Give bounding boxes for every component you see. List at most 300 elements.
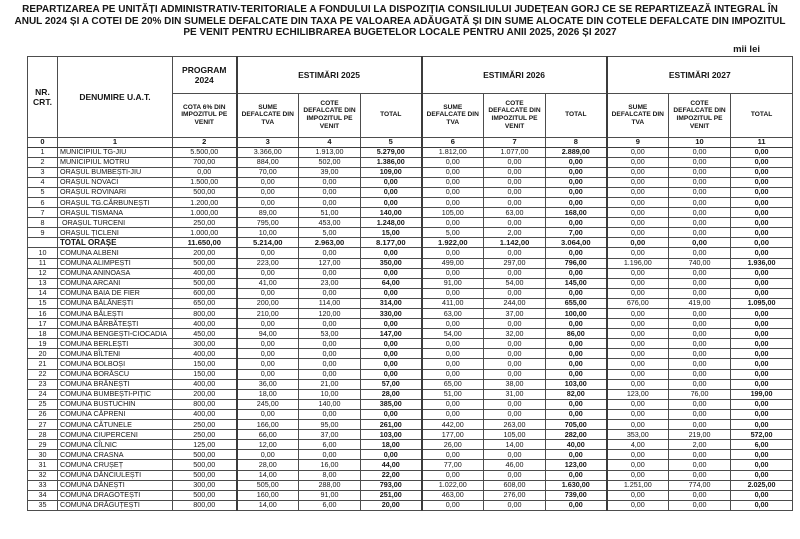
value-cell: 14,00: [237, 470, 299, 480]
value-cell: 0,00: [422, 500, 484, 510]
column-number: 8: [546, 137, 607, 147]
value-cell: 0,00: [607, 349, 669, 359]
value-cell: 0,00: [669, 490, 731, 500]
value-cell: 1.077,00: [484, 147, 546, 157]
row-number-cell: 31: [28, 460, 58, 470]
group-header-estimari-2027: ESTIMĂRI 2027: [607, 56, 793, 93]
column-number: 11: [731, 137, 793, 147]
value-cell: 0,00: [422, 339, 484, 349]
value-cell: 0,00: [484, 177, 546, 187]
table-row: [28, 399, 793, 409]
col-header-cote-impozit-2025: COTE DEFALCATE DIN IMPOZITUL PE VENIT: [299, 93, 361, 137]
value-cell: 0,00: [237, 369, 299, 379]
value-cell: 0,00: [546, 177, 607, 187]
value-cell: 0,00: [422, 177, 484, 187]
table-row: [28, 500, 793, 510]
table-row: [28, 379, 793, 389]
column-number-row: [28, 137, 793, 147]
header-group-row: [28, 56, 793, 93]
row-number-cell: 25: [28, 399, 58, 409]
uat-name-cell: COMUNA ARCANI: [58, 278, 173, 288]
value-cell: 0,00: [607, 379, 669, 389]
value-cell: 10,00: [299, 389, 361, 399]
value-cell: 123,00: [607, 389, 669, 399]
uat-name-cell: TOTAL ORAȘE: [58, 238, 173, 248]
value-cell: 0,00: [422, 248, 484, 258]
value-cell: 0,00: [607, 187, 669, 197]
value-cell: 453,00: [299, 218, 361, 228]
table-row: [28, 349, 793, 359]
group-header-estimari-2025: ESTIMĂRI 2025: [237, 56, 422, 93]
value-cell: 0,00: [731, 278, 793, 288]
value-cell: 0,00: [669, 420, 731, 430]
value-cell: 676,00: [607, 298, 669, 308]
col-header-denumire-uat: DENUMIRE U.A.T.: [58, 56, 173, 137]
value-cell: 51,00: [299, 208, 361, 218]
row-number-cell: 11: [28, 258, 58, 268]
value-cell: 0,00: [731, 460, 793, 470]
value-cell: 2.889,00: [546, 147, 607, 157]
value-cell: 94,00: [237, 329, 299, 339]
value-cell: 0,00: [607, 329, 669, 339]
value-cell: 20,00: [361, 500, 422, 510]
value-cell: 0,00: [546, 450, 607, 460]
value-cell: 8.177,00: [361, 238, 422, 248]
value-cell: 0,00: [299, 359, 361, 369]
value-cell: 0,00: [237, 268, 299, 278]
row-number-cell: 16: [28, 309, 58, 319]
uat-name-cell: ORAȘUL ROVINARI: [58, 187, 173, 197]
value-cell: 0,00: [607, 359, 669, 369]
value-cell: 1.196,00: [607, 258, 669, 268]
value-cell: 0,00: [484, 470, 546, 480]
value-cell: 500,00: [173, 187, 237, 197]
value-cell: 0,00: [237, 248, 299, 258]
row-number-cell: 12: [28, 268, 58, 278]
value-cell: 0,00: [607, 460, 669, 470]
value-cell: 0,00: [607, 248, 669, 258]
value-cell: 210,00: [237, 309, 299, 319]
table-row: [28, 420, 793, 430]
uat-name-cell: COMUNA CIUPERCENI: [58, 430, 173, 440]
row-number-cell: 18: [28, 329, 58, 339]
value-cell: 0,00: [731, 167, 793, 177]
value-cell: 385,00: [361, 399, 422, 409]
value-cell: 0,00: [422, 319, 484, 329]
value-cell: 0,00: [607, 309, 669, 319]
value-cell: 800,00: [173, 309, 237, 319]
value-cell: 5.214,00: [237, 238, 299, 248]
value-cell: 2,00: [484, 228, 546, 238]
value-cell: 44,00: [361, 460, 422, 470]
value-cell: 91,00: [422, 278, 484, 288]
value-cell: 0,00: [669, 349, 731, 359]
value-cell: 500,00: [173, 450, 237, 460]
row-number-cell: 14: [28, 288, 58, 298]
value-cell: 400,00: [173, 409, 237, 419]
uat-name-cell: COMUNA BORĂSCU: [58, 369, 173, 379]
value-cell: 199,00: [731, 389, 793, 399]
value-cell: 89,00: [237, 208, 299, 218]
uat-name-cell: COMUNA BENGEȘTI-CIOCADIA: [58, 329, 173, 339]
value-cell: 0,00: [484, 409, 546, 419]
value-cell: 0,00: [607, 399, 669, 409]
uat-name-cell: ORAȘUL TURCENI: [58, 218, 173, 228]
col-header-nr-crt: NR. CRT.: [28, 56, 58, 137]
value-cell: 0,00: [546, 268, 607, 278]
table-row: [28, 470, 793, 480]
uat-name-cell: ORAȘUL NOVACI: [58, 177, 173, 187]
value-cell: 0,00: [607, 228, 669, 238]
value-cell: 105,00: [422, 208, 484, 218]
row-number-cell: 23: [28, 379, 58, 389]
value-cell: 0,00: [731, 349, 793, 359]
value-cell: 500,00: [173, 470, 237, 480]
value-cell: 739,00: [546, 490, 607, 500]
value-cell: 28,00: [237, 460, 299, 470]
value-cell: 0,00: [237, 339, 299, 349]
value-cell: 400,00: [173, 379, 237, 389]
value-cell: 4,00: [607, 440, 669, 450]
value-cell: 0,00: [669, 288, 731, 298]
row-number-cell: 33: [28, 480, 58, 490]
value-cell: 0,00: [299, 288, 361, 298]
uat-name-cell: COMUNA BRĂNEȘTI: [58, 379, 173, 389]
value-cell: 300,00: [173, 339, 237, 349]
column-number: 6: [422, 137, 484, 147]
value-cell: 0,00: [299, 197, 361, 207]
value-cell: 0,00: [607, 450, 669, 460]
value-cell: 114,00: [299, 298, 361, 308]
value-cell: 63,00: [484, 208, 546, 218]
row-number-cell: 26: [28, 409, 58, 419]
value-cell: 0,00: [731, 470, 793, 480]
value-cell: 0,00: [669, 187, 731, 197]
value-cell: 18,00: [361, 440, 422, 450]
value-cell: 177,00: [422, 430, 484, 440]
table-row: [28, 298, 793, 308]
value-cell: 0,00: [669, 278, 731, 288]
value-cell: 450,00: [173, 329, 237, 339]
value-cell: 244,00: [484, 298, 546, 308]
value-cell: 0,00: [669, 379, 731, 389]
col-header-total-2025: TOTAL: [361, 93, 422, 137]
row-number-cell: 28: [28, 430, 58, 440]
value-cell: 53,00: [299, 329, 361, 339]
table-row: [28, 460, 793, 470]
value-cell: 0,00: [361, 339, 422, 349]
value-cell: 0,00: [361, 288, 422, 298]
uat-name-cell: COMUNA BĂRBĂTEȘTI: [58, 319, 173, 329]
value-cell: 0,00: [237, 288, 299, 298]
table-row: [28, 329, 793, 339]
value-cell: 125,00: [173, 440, 237, 450]
column-number: 2: [173, 137, 237, 147]
table-row: [28, 187, 793, 197]
value-cell: 608,00: [484, 480, 546, 490]
value-cell: 499,00: [422, 258, 484, 268]
value-cell: 14,00: [237, 500, 299, 510]
value-cell: 1.248,00: [361, 218, 422, 228]
value-cell: 32,00: [484, 329, 546, 339]
value-cell: 0,00: [669, 500, 731, 510]
table-row: [28, 228, 793, 238]
value-cell: 793,00: [361, 480, 422, 490]
value-cell: 0,00: [669, 359, 731, 369]
col-header-sume-tva-2027: SUME DEFALCATE DIN TVA: [607, 93, 669, 137]
value-cell: 0,00: [607, 319, 669, 329]
value-cell: 288,00: [299, 480, 361, 490]
table-row: [28, 208, 793, 218]
value-cell: 0,00: [237, 187, 299, 197]
value-cell: 0,00: [731, 379, 793, 389]
table-row: [28, 218, 793, 228]
row-number-cell: 29: [28, 440, 58, 450]
value-cell: 5,00: [422, 228, 484, 238]
value-cell: 76,00: [669, 389, 731, 399]
value-cell: 1.095,00: [731, 298, 793, 308]
value-cell: 0,00: [669, 460, 731, 470]
value-cell: 0,00: [422, 187, 484, 197]
value-cell: 0,00: [299, 177, 361, 187]
value-cell: 0,00: [422, 399, 484, 409]
value-cell: 0,00: [422, 167, 484, 177]
value-cell: 31,00: [484, 389, 546, 399]
uat-name-cell: ORAȘUL ȚICLENI: [58, 228, 173, 238]
table-row: [28, 490, 793, 500]
value-cell: 0,00: [484, 197, 546, 207]
uat-name-cell: COMUNA CĂTUNELE: [58, 420, 173, 430]
value-cell: 0,00: [669, 369, 731, 379]
value-cell: 0,00: [669, 409, 731, 419]
value-cell: 0,00: [607, 167, 669, 177]
value-cell: 0,00: [361, 319, 422, 329]
uat-name-cell: COMUNA ALIMPEȘTI: [58, 258, 173, 268]
table-row: [28, 147, 793, 157]
value-cell: 168,00: [546, 208, 607, 218]
value-cell: 500,00: [173, 490, 237, 500]
value-cell: 0,00: [546, 369, 607, 379]
value-cell: 0,00: [422, 409, 484, 419]
value-cell: 0,00: [669, 147, 731, 157]
value-cell: 65,00: [422, 379, 484, 389]
value-cell: 11.650,00: [173, 238, 237, 248]
value-cell: 0,00: [422, 268, 484, 278]
table-row: [28, 389, 793, 399]
value-cell: 0,00: [731, 238, 793, 248]
value-cell: 0,00: [731, 319, 793, 329]
value-cell: 6,00: [299, 440, 361, 450]
value-cell: 0,00: [546, 218, 607, 228]
value-cell: 0,00: [361, 409, 422, 419]
value-cell: 0,00: [299, 187, 361, 197]
table-row: [28, 248, 793, 258]
column-number: 7: [484, 137, 546, 147]
row-number-cell: 24: [28, 389, 58, 399]
value-cell: 1.000,00: [173, 228, 237, 238]
table-row: [28, 450, 793, 460]
value-cell: 0,00: [669, 238, 731, 248]
value-cell: 250,00: [173, 430, 237, 440]
value-cell: 0,00: [731, 147, 793, 157]
column-number: 3: [237, 137, 299, 147]
value-cell: 51,00: [422, 389, 484, 399]
uat-name-cell: COMUNA CÎLNIC: [58, 440, 173, 450]
value-cell: 16,00: [299, 460, 361, 470]
value-cell: 0,00: [731, 339, 793, 349]
value-cell: 0,00: [731, 268, 793, 278]
value-cell: 0,00: [731, 329, 793, 339]
value-cell: 0,00: [607, 369, 669, 379]
table-row: [28, 258, 793, 268]
value-cell: 77,00: [422, 460, 484, 470]
value-cell: 0,00: [422, 349, 484, 359]
value-cell: 500,00: [173, 278, 237, 288]
col-header-cote-impozit-2027: COTE DEFALCATE DIN IMPOZITUL PE VENIT: [669, 93, 731, 137]
value-cell: 12,00: [237, 440, 299, 450]
value-cell: 0,00: [669, 450, 731, 460]
value-cell: 502,00: [299, 157, 361, 167]
value-cell: 0,00: [669, 339, 731, 349]
value-cell: 66,00: [237, 430, 299, 440]
table-row: [28, 278, 793, 288]
row-number-cell: 4: [28, 177, 58, 187]
row-number-cell: 35: [28, 500, 58, 510]
value-cell: 0,00: [669, 248, 731, 258]
value-cell: 0,00: [299, 349, 361, 359]
uat-name-cell: COMUNA BĂLEȘTI: [58, 309, 173, 319]
column-number: 1: [58, 137, 173, 147]
value-cell: 0,00: [484, 288, 546, 298]
value-cell: 1.913,00: [299, 147, 361, 157]
value-cell: 6,00: [731, 440, 793, 450]
value-cell: 100,00: [546, 309, 607, 319]
value-cell: 0,00: [546, 167, 607, 177]
value-cell: 0,00: [299, 409, 361, 419]
value-cell: 0,00: [607, 268, 669, 278]
value-cell: 0,00: [484, 319, 546, 329]
row-number-cell: 19: [28, 339, 58, 349]
value-cell: 0,00: [361, 359, 422, 369]
table-row: [28, 157, 793, 167]
uat-name-cell: COMUNA BÎLTENI: [58, 349, 173, 359]
row-number-cell: 9: [28, 228, 58, 238]
value-cell: 91,00: [299, 490, 361, 500]
value-cell: 0,00: [237, 359, 299, 369]
value-cell: 0,00: [669, 197, 731, 207]
value-cell: 245,00: [237, 399, 299, 409]
value-cell: 0,00: [422, 288, 484, 298]
value-cell: 40,00: [546, 440, 607, 450]
value-cell: 0,00: [484, 369, 546, 379]
value-cell: 0,00: [484, 218, 546, 228]
value-cell: 147,00: [361, 329, 422, 339]
value-cell: 86,00: [546, 329, 607, 339]
value-cell: 160,00: [237, 490, 299, 500]
value-cell: 0,00: [607, 500, 669, 510]
value-cell: 0,00: [546, 197, 607, 207]
column-number: 0: [28, 137, 58, 147]
value-cell: 0,00: [484, 268, 546, 278]
value-cell: 3.064,00: [546, 238, 607, 248]
value-cell: 37,00: [299, 430, 361, 440]
value-cell: 0,00: [607, 147, 669, 157]
value-cell: 774,00: [669, 480, 731, 490]
value-cell: 796,00: [546, 258, 607, 268]
value-cell: 0,00: [422, 197, 484, 207]
column-number: 9: [607, 137, 669, 147]
value-cell: 0,00: [237, 319, 299, 329]
value-cell: 1.922,00: [422, 238, 484, 248]
value-cell: 0,00: [546, 288, 607, 298]
value-cell: 37,00: [484, 309, 546, 319]
value-cell: 0,00: [669, 329, 731, 339]
value-cell: 41,00: [237, 278, 299, 288]
value-cell: 0,00: [607, 339, 669, 349]
value-cell: 223,00: [237, 258, 299, 268]
uat-name-cell: COMUNA BAIA DE FIER: [58, 288, 173, 298]
uat-name-cell: COMUNA CRUȘEȚ: [58, 460, 173, 470]
value-cell: 38,00: [484, 379, 546, 389]
document-title: REPARTIZAREA PE UNITĂȚI ADMINISTRATIV-TERITORIALE A FONDULUI LA DISPOZIȚIA CONSILIULUI JUDEȚEAN GORJ CE SE REPARTIZEAZĂ INTEGRAL ÎN ANUL 2024 ȘI A COTEI DE 20% DIN SUMELE DEFALCATE DIN TAXA PE VALOAREA ADĂUGATĂ ȘI DIN SUME ALOCATE DIN COTELE DEFALCATE DIN IMPOZITUL PE VENIT PENTRU ECHILIBRAREA BUGETELOR LOCALE PENTRU ANII 2025, 2026 ȘI 2027: [14, 4, 786, 38]
value-cell: 1.630,00: [546, 480, 607, 490]
uat-name-cell: COMUNA DRĂGUȚEȘTI: [58, 500, 173, 510]
value-cell: 442,00: [422, 420, 484, 430]
value-cell: 5.500,00: [173, 147, 237, 157]
value-cell: 64,00: [361, 278, 422, 288]
row-number-cell: 15: [28, 298, 58, 308]
value-cell: 0,00: [361, 187, 422, 197]
value-cell: 0,00: [731, 450, 793, 460]
value-cell: 0,00: [361, 248, 422, 258]
value-cell: 0,00: [299, 450, 361, 460]
value-cell: 0,00: [607, 409, 669, 419]
row-number-cell: 2: [28, 157, 58, 167]
value-cell: 0,00: [731, 399, 793, 409]
row-number-cell: 17: [28, 319, 58, 329]
value-cell: 0,00: [422, 470, 484, 480]
value-cell: 200,00: [237, 298, 299, 308]
value-cell: 0,00: [546, 349, 607, 359]
value-cell: 70,00: [237, 167, 299, 177]
value-cell: 0,00: [669, 319, 731, 329]
row-number-cell: 10: [28, 248, 58, 258]
col-header-cote-impozit-2026: COTE DEFALCATE DIN IMPOZITUL PE VENIT: [484, 93, 546, 137]
table-row: [28, 177, 793, 187]
value-cell: 705,00: [546, 420, 607, 430]
value-cell: 1.200,00: [173, 197, 237, 207]
value-cell: 0,00: [299, 248, 361, 258]
value-cell: 0,00: [361, 369, 422, 379]
value-cell: 3.366,00: [237, 147, 299, 157]
value-cell: 463,00: [422, 490, 484, 500]
value-cell: 0,00: [484, 187, 546, 197]
col-header-sume-tva-2025: SUME DEFALCATE DIN TVA: [237, 93, 299, 137]
value-cell: 0,00: [546, 399, 607, 409]
value-cell: 1.812,00: [422, 147, 484, 157]
value-cell: 263,00: [484, 420, 546, 430]
row-number-cell: 8: [28, 218, 58, 228]
value-cell: 400,00: [173, 268, 237, 278]
value-cell: 0,00: [484, 399, 546, 409]
table-row: [28, 409, 793, 419]
uat-name-cell: COMUNA ALBENI: [58, 248, 173, 258]
value-cell: 219,00: [669, 430, 731, 440]
row-number-cell: 27: [28, 420, 58, 430]
value-cell: 400,00: [173, 349, 237, 359]
uat-name-cell: COMUNA ANINOASA: [58, 268, 173, 278]
row-number-cell: 5: [28, 187, 58, 197]
